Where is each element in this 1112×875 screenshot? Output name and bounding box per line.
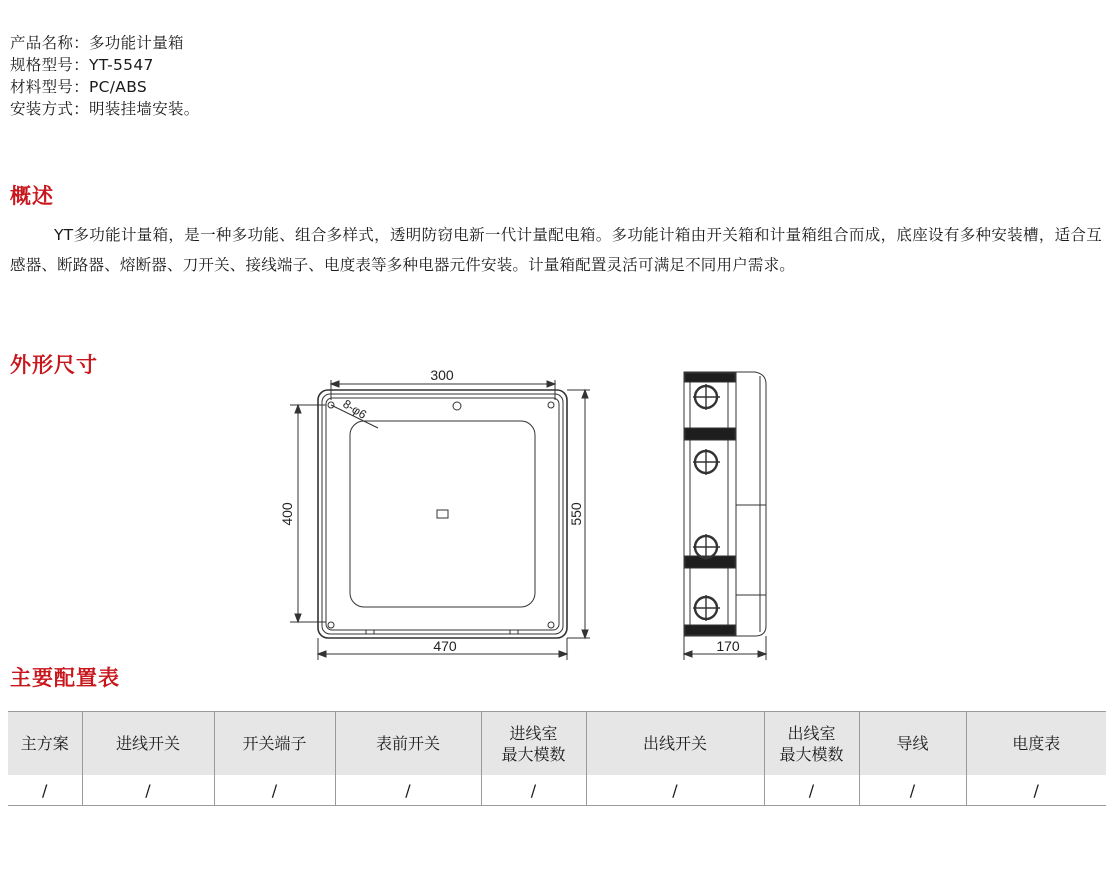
overview-heading: 概述 bbox=[10, 184, 54, 208]
header-incoming-room-modules: 进线室 最大模数 bbox=[481, 712, 586, 776]
overview-text: YT多功能计量箱，是一种多功能、组合多样式，透明防窃电新一代计量配电箱。多功能计箱由开关箱和计量箱组合而成，底座设有多种安装槽，适合互感器、断路器、熔断器、刀开关、接线端子、电度表等多种电器元件安装。计量箱配置灵活可满足不同用户需求。 bbox=[10, 226, 1102, 274]
product-info bbox=[10, 32, 200, 120]
table-cell: / bbox=[764, 775, 859, 806]
table-cell: / bbox=[481, 775, 586, 806]
header-outgoing-switch: 出线开关 bbox=[586, 712, 764, 776]
hole-spec: 8-φ6 bbox=[340, 396, 370, 422]
front-view bbox=[318, 390, 567, 638]
product-name: 产品名称：多功能计量箱 bbox=[10, 34, 184, 52]
dim-550: 550 bbox=[568, 502, 584, 526]
dimensions-heading: 外形尺寸 bbox=[10, 353, 98, 377]
header-meter: 电度表 bbox=[966, 712, 1106, 776]
table-row bbox=[8, 775, 1106, 806]
dim-470: 470 bbox=[433, 638, 457, 654]
table-cell: / bbox=[335, 775, 481, 806]
header-switch-terminal: 开关端子 bbox=[214, 712, 335, 776]
dim-170: 170 bbox=[716, 638, 740, 654]
product-install-method: 安装方式：明装挂墙安装。 bbox=[10, 100, 200, 118]
dim-400: 400 bbox=[279, 502, 295, 526]
product-model: 规格型号：YT-5547 bbox=[10, 56, 154, 74]
config-heading: 主要配置表 bbox=[10, 666, 120, 690]
dim-300: 300 bbox=[430, 367, 454, 383]
product-material: 材料型号：PC/ABS bbox=[10, 78, 147, 96]
header-incoming-switch: 进线开关 bbox=[82, 712, 214, 776]
table-cell: / bbox=[859, 775, 966, 806]
dimension-drawing bbox=[0, 355, 1112, 665]
header-pre-meter-switch: 表前开关 bbox=[335, 712, 481, 776]
table-cell: / bbox=[8, 775, 82, 806]
table-cell: / bbox=[966, 775, 1106, 806]
table-cell: / bbox=[82, 775, 214, 806]
table-cell: / bbox=[214, 775, 335, 806]
table-cell: / bbox=[586, 775, 764, 806]
header-main-scheme: 主方案 bbox=[8, 712, 82, 776]
config-table bbox=[8, 711, 1106, 806]
table-header-row bbox=[8, 712, 1106, 776]
header-outgoing-room-modules: 出线室 最大模数 bbox=[764, 712, 859, 776]
side-view bbox=[684, 372, 766, 636]
header-wire: 导线 bbox=[859, 712, 966, 776]
